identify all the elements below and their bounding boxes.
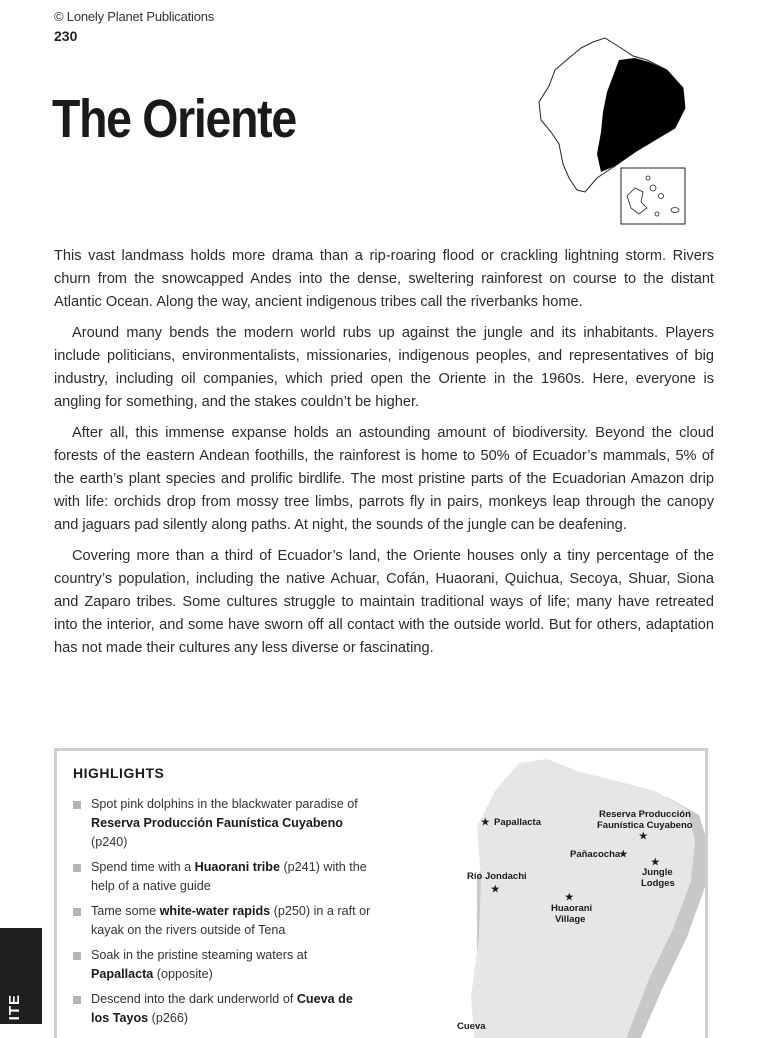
map-label-huaorani-village: Huaorani [551,903,593,914]
map-label-reserva: Faunística Cuyabeno [597,820,693,831]
chapter-thumb-tab [0,928,42,1024]
highlight-item: Spend time with a Huaorani tribe (p241) with the help of a native guide [73,858,373,896]
bullet-square-icon [73,864,81,872]
map-marker-star-icon: ★ [491,884,500,895]
galapagos-island [671,208,679,213]
oriente-region-map [437,757,708,1038]
map-label-jungle-lodges: Lodges [641,878,675,889]
highlight-place: Reserva Producción Faunística Cuyabeno [91,816,343,830]
map-label-huaorani-village: Village [555,914,586,925]
map-label-jungle-lodges: Jungle [642,867,673,878]
map-label-reserva: Reserva Producción [599,809,691,820]
copyright-notice: © Lonely Planet Publications [54,9,215,24]
map-marker-star-icon: ★ [619,849,628,860]
galapagos-island [650,185,656,191]
highlight-item: Spot pink dolphins in the blackwater paradise of Reserva Producción Faunística Cuyabeno (p240) [73,795,373,852]
highlights-title: HIGHLIGHTS [73,765,165,781]
body-paragraph: Around many bends the modern world rubs up against the jungle and its inhabitants. Players include politicians, environmentalists, missionaries, indigenous peoples, and representatives of big industry, including oil companies, which pried open the Oriente in the 1960s. Here, everyone is angling for something, and the stakes couldn’t be higher. [54,325,714,410]
highlight-place: white-water rapids [159,904,271,918]
galapagos-island [655,212,659,216]
body-text [54,245,714,668]
bullet-square-icon [73,952,81,960]
intro-paragraph: This vast landmass holds more drama than a rip-roaring flood or crackling lightning storm. Rivers churn from the snowcapped Andes into the dense, sweltering rainforest on course to the distant Atlantic Ocean. Along the way, ancient indigenous tribes call the riverbanks home. [54,248,714,310]
map-marker-star-icon: ★ [565,892,574,903]
map-marker-star-icon: ★ [481,817,490,828]
map-label-cueva: Cueva [457,1021,486,1032]
galapagos-island [659,194,664,199]
map-label-panacocha: Pañacocha [570,849,621,860]
bullet-square-icon [73,908,81,916]
highlights-list [73,795,373,1034]
map-label-papallacta: Papallacta [494,817,541,828]
map-marker-star-icon: ★ [639,831,648,842]
bullet-square-icon [73,996,81,1004]
body-paragraph: Covering more than a third of Ecuador’s land, the Oriente houses only a tiny percentage of the country’s population, including the native Achuar, Cofán, Huaorani, Quichua, Secoya, Shuar, Siona and Zaparo tribes. Some cultures struggle to maintain traditional ways of life; many have retreated into the interior, and some have sworn off all contact with the outside world. But for others, adaptation has not made their cultures any less diverse or fascinating. [54,548,714,656]
highlight-place: Huaorani tribe [194,860,280,874]
map-marker-star-icon: ★ [651,857,660,868]
highlight-item: Tame some white-water rapids (p250) in a raft or kayak on the rivers outside of Tena [73,902,373,940]
ecuador-locator-map [535,36,690,228]
highlight-item: Soak in the pristine steaming waters at Papallacta (opposite) [73,946,373,984]
highlight-item: Descend into the dark underworld of Cueva de los Tayos (p266) [73,990,373,1028]
bullet-square-icon [73,801,81,809]
galapagos-island [646,176,650,180]
highlights-box [54,748,708,1038]
map-label-rio-jondachi: Río Jondachi [467,871,527,882]
map-region-shape [471,759,695,1038]
body-paragraph: After all, this immense expanse holds an astounding amount of biodiversity. Beyond the cloud forests of the eastern Andean foothills, the rainforest is home to 50% of Ecuador’s mammals, 5% of the earth’s plant species and prolific birdlife. The most pristine parts of the Ecuadorian Amazon drip with life: orchids drop from mossy tree limbs, parrots fly in pairs, monkeys leap through the canopy and jaguars pad silently along paths. At night, the sounds of the jungle can be deafening. [54,425,714,533]
thumb-tab-label: ITE [6,993,23,1020]
highlight-place: Papallacta [91,967,154,981]
highlight-place: Cueva de los Tayos [91,992,353,1025]
page-number: 230 [54,28,78,44]
chapter-title: The Oriente [52,89,296,149]
